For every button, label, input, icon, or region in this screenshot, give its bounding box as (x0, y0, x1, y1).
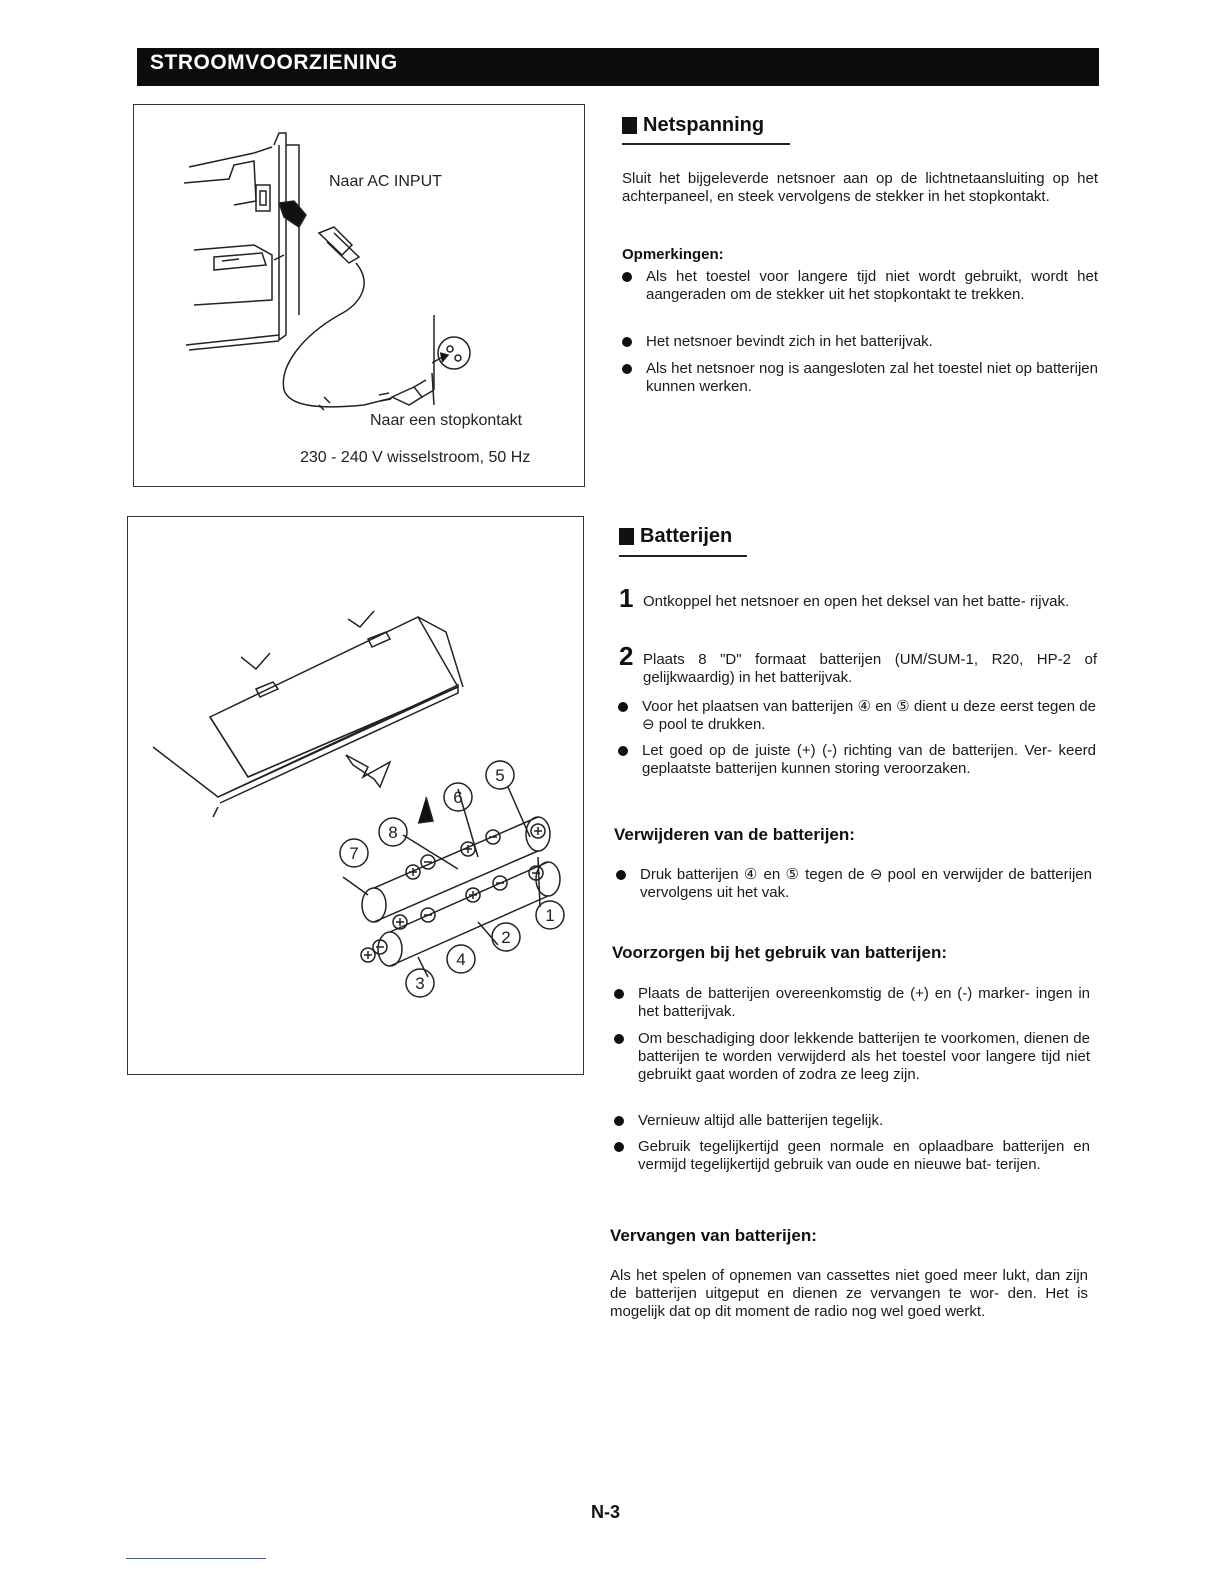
precaution-item (638, 1112, 1090, 1130)
step-item (619, 585, 1097, 625)
netspanning-heading (622, 114, 764, 137)
battery-bullet (642, 742, 1096, 778)
batterijen-underline (619, 555, 747, 557)
netspanning-underline (622, 143, 790, 145)
battery-bullet-text: Let goed op de juiste (+) (-) richting van de batterijen. Ver- keerd geplaatste batterijen kunnen storing veroorzaken. (642, 742, 1096, 777)
label-voltage: 230 - 240 V wisselstroom, 50 Hz (300, 449, 531, 466)
battery-label-6: 6 (453, 788, 463, 807)
page-number: N-3 (591, 1502, 621, 1522)
battery-label-3: 3 (415, 974, 425, 993)
bullet-icon (622, 272, 632, 282)
bullet-icon (614, 1142, 624, 1152)
precaution-text: Vernieuw altijd alle batterijen tegelijk. (638, 1112, 884, 1129)
label-ac-input: Naar AC INPUT (329, 173, 442, 190)
replace-text: Als het spelen of opnemen van cassettes niet goed meer lukt, dan zijn de batterijen uitgeput en dienen ze vervangen te wor- den. Het is mogelijk dat op dit moment de radio nog wel goed werkt. (610, 1267, 1088, 1320)
precaution-text: Gebruik tegelijkertijd geen normale en oplaadbare batterijen en vermijd tegelijkertijd gebruik van oude en nieuwe bat- terijen. (638, 1138, 1090, 1173)
note-item (646, 333, 1098, 351)
step-text: Plaats 8 "D" formaat batterijen (UM/SUM-1, R20, HP-2 of gelijkwaardig) in het batterijvak. (643, 651, 1097, 686)
precaution-item (638, 1138, 1090, 1174)
step-number: 2 (619, 641, 634, 671)
remove-text: Druk batterijen ④ en ⑤ tegen de ⊖ pool en verwijder de batterijen vervolgens uit het vak. (640, 866, 1092, 901)
bullet-icon (618, 702, 628, 712)
remove-heading: Verwijderen van de batterijen: (614, 825, 855, 844)
heading-square-icon (622, 117, 637, 134)
batterijen-heading-text: Batterijen (640, 525, 733, 547)
figure-battery-compartment (127, 516, 584, 1075)
bullet-icon (614, 1034, 624, 1044)
battery-bullet-text: Voor het plaatsen van batterijen ④ en ⑤ dient u deze eerst tegen de ⊖ pool te drukken. (642, 698, 1096, 733)
note-item (646, 360, 1098, 396)
bullet-icon (616, 870, 626, 880)
figure-ac-connection (133, 104, 585, 487)
battery-illustration (128, 517, 583, 1074)
bullet-icon (614, 989, 624, 999)
battery-label-2: 2 (501, 928, 511, 947)
step-number: 1 (619, 583, 634, 613)
battery-label-7: 7 (349, 844, 359, 863)
netspanning-heading-text: Netspanning (643, 114, 765, 136)
note-text: Als het netsnoer nog is aangesloten zal het toestel niet op batterijen kunnen werken. (646, 360, 1098, 395)
battery-label-8: 8 (388, 823, 398, 842)
bullet-icon (622, 364, 632, 374)
batterijen-heading (619, 525, 732, 548)
note-text: Als het toestel voor langere tijd niet wordt gebruikt, wordt het aangeraden om de stekker uit het stopkontakt te trekken. (646, 268, 1098, 303)
precautions-heading: Voorzorgen bij het gebruik van batterijen: (612, 943, 948, 962)
step-item (619, 641, 1097, 686)
label-outlet: Naar een stopkontakt (370, 412, 523, 429)
precaution-text: Om beschadiging door lekkende batterijen te voorkomen, dienen de batterijen te worden verwijderd als het toestel voor langere tijd niet gebruikt gaat worden of zodra ze leeg zijn. (638, 1030, 1090, 1083)
battery-label-4: 4 (456, 950, 466, 969)
battery-bullet (642, 698, 1096, 734)
netspanning-intro: Sluit het bijgeleverde netsnoer aan op de lichtnetaansluiting op het achterpaneel, en steek vervolgens de stekker in het stopkontakt. (622, 170, 1098, 205)
bullet-icon (622, 337, 632, 347)
note-item (646, 268, 1098, 304)
heading-square-icon (619, 528, 634, 545)
precaution-item (638, 985, 1090, 1021)
note-text: Het netsnoer bevindt zich in het batterijvak. (646, 333, 933, 350)
bullet-icon (618, 746, 628, 756)
remove-item (640, 866, 1092, 902)
precaution-item (638, 1030, 1090, 1084)
precaution-text: Plaats de batterijen overeenkomstig de (+) en (-) marker- ingen in het batterijvak. (638, 985, 1090, 1020)
bullet-icon (614, 1116, 624, 1126)
battery-label-1: 1 (545, 906, 555, 925)
step-text: Ontkoppel het netsnoer en open het deksel van het batte- rijvak. (643, 593, 1070, 610)
page-title: STROOMVOORZIENING (150, 51, 398, 74)
notes-heading: Opmerkingen: (622, 246, 724, 263)
footer-rule (126, 1558, 266, 1559)
replace-heading: Vervangen van batterijen: (610, 1226, 817, 1245)
battery-label-5: 5 (495, 766, 505, 785)
